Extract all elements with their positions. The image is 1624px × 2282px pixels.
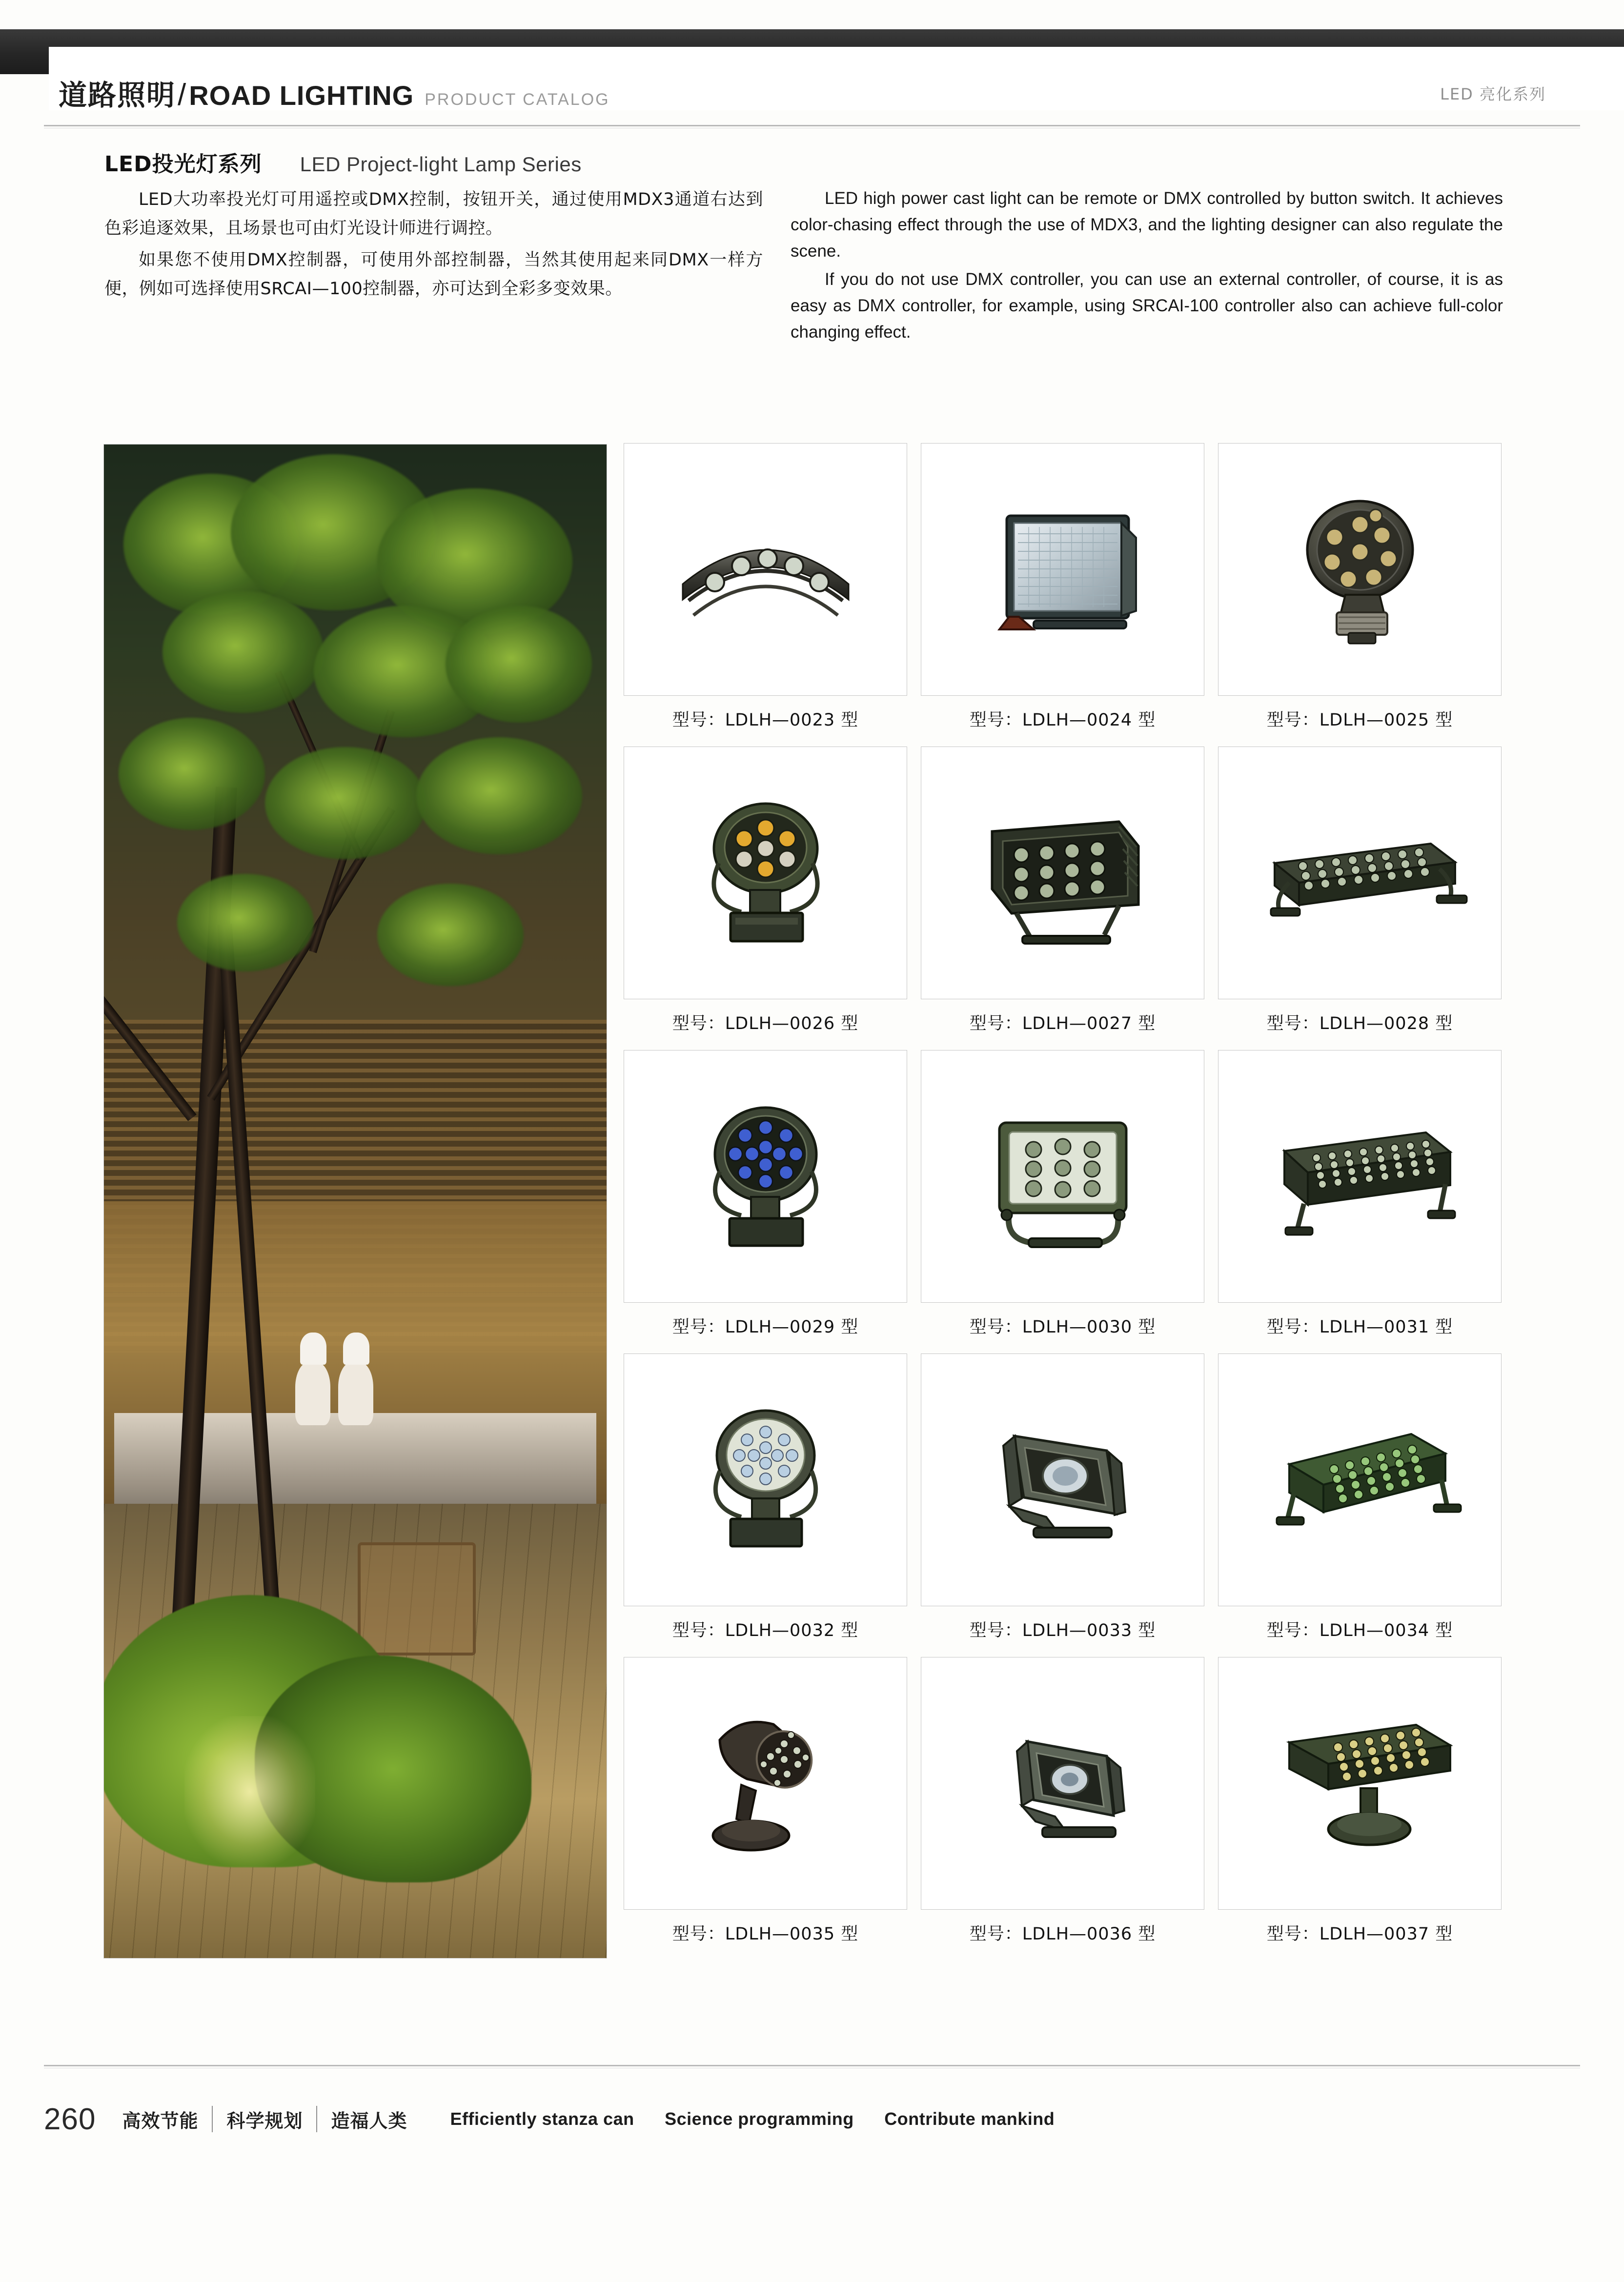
header-divider: [44, 125, 1580, 126]
product-cell-ldlh-0026[interactable]: [624, 747, 907, 1047]
product-caption: 型号：LDLH—0028 型: [1266, 1014, 1453, 1033]
header-series-label: LED 亮化系列: [1440, 85, 1546, 103]
product-caption: 型号：LDLH—0027 型: [969, 1014, 1156, 1033]
section-title: [104, 146, 582, 178]
header-title-cn: 道路照明: [59, 79, 176, 112]
tree-foliage-4: [162, 591, 324, 713]
product-image-frame: [1218, 747, 1502, 999]
header-subtitle: PRODUCT CATALOG: [425, 90, 610, 109]
footer-slogan-en-1: Efficiently stanza can: [450, 2109, 634, 2129]
round-9led-lamp-icon: [1262, 486, 1458, 652]
product-caption: 型号：LDLH—0036 型: [969, 1924, 1156, 1944]
product-cell-ldlh-0037[interactable]: [1218, 1657, 1502, 1958]
chef-hat-1: [300, 1333, 326, 1365]
product-row: [624, 443, 1502, 744]
product-cell-ldlh-0024[interactable]: [921, 443, 1204, 744]
product-image-frame: [1218, 1050, 1502, 1303]
footer-slogan-cn-1: 高效节能: [122, 2110, 199, 2132]
tree-foliage-11: [377, 884, 524, 986]
product-row: [624, 747, 1502, 1047]
product-image-frame: [624, 1657, 907, 1910]
product-image-frame: [624, 1353, 907, 1606]
round-amber-base-lamp-icon: [668, 790, 863, 956]
product-grid: [624, 443, 1502, 1960]
rect-9led-handle-lamp-icon: [960, 1096, 1165, 1257]
product-cell-ldlh-0029[interactable]: [624, 1050, 907, 1351]
product-cell-ldlh-0035[interactable]: [624, 1657, 907, 1958]
product-image-frame: [921, 1657, 1204, 1910]
footer-slogan-en-2: Science programming: [665, 2109, 854, 2129]
footer-slogan-en: [450, 2109, 1080, 2129]
array-on-stand-lamp-icon: [1255, 1700, 1465, 1866]
product-caption: 型号：LDLH—0025 型: [1266, 710, 1453, 730]
footer-slogan-cn-2: 科学规划: [226, 2110, 303, 2132]
product-caption: 型号：LDLH—0031 型: [1266, 1317, 1453, 1337]
product-image-frame: [1218, 1353, 1502, 1606]
cob-flood-angled-lamp-icon: [960, 1402, 1165, 1558]
header-title-en: ROAD LIGHTING: [189, 80, 414, 111]
product-cell-ldlh-0025[interactable]: [1218, 443, 1502, 744]
chef-figure-1: [295, 1362, 330, 1425]
product-cell-ldlh-0030[interactable]: [921, 1050, 1204, 1351]
chef-hat-2: [343, 1333, 369, 1365]
body-en-p1: LED high power cast light can be remote or DMX controlled by button switch. It achieves color-chasing effect through the use of MDX3, and the lighting designer can also regulate the scene.: [791, 189, 1503, 261]
page-number: 260: [44, 2102, 96, 2136]
patio-chair: [358, 1542, 476, 1656]
product-caption: 型号：LDLH—0029 型: [672, 1317, 859, 1337]
product-cell-ldlh-0032[interactable]: [624, 1353, 907, 1654]
product-image-frame: [921, 747, 1204, 999]
scene-photo: [103, 444, 607, 1959]
round-blue-led-lamp-icon: [668, 1093, 863, 1259]
product-image-frame: [624, 443, 907, 696]
product-caption: 型号：LDLH—0034 型: [1266, 1621, 1453, 1640]
page-header: [0, 29, 1624, 112]
product-caption: 型号：LDLH—0037 型: [1266, 1924, 1453, 1944]
tree-foliage-8: [265, 747, 426, 859]
product-row: [624, 1657, 1502, 1958]
tree-foliage-9: [416, 737, 582, 854]
product-cell-ldlh-0034[interactable]: [1218, 1353, 1502, 1654]
product-image-frame: [624, 1050, 907, 1303]
footer-slogan-cn-3: 造福人类: [331, 2110, 407, 2132]
linear-wallwasher-icon: [1245, 809, 1475, 936]
product-caption: 型号：LDLH—0026 型: [672, 1014, 859, 1033]
tree-foliage-7: [119, 718, 265, 830]
round-white-led-lamp-icon: [668, 1397, 863, 1563]
product-cell-ldlh-0036[interactable]: [921, 1657, 1204, 1958]
scene-uplight-glow: [184, 1716, 315, 1867]
product-caption: 型号：LDLH—0033 型: [969, 1621, 1156, 1640]
header-title-group: [59, 72, 610, 113]
section-title-cn: LED投光灯系列: [104, 152, 262, 177]
product-image-frame: [1218, 1657, 1502, 1910]
product-image-frame: [624, 747, 907, 999]
section-title-en: LED Project-light Lamp Series: [300, 153, 582, 176]
product-image-frame: [921, 443, 1204, 696]
body-en-p2: If you do not use DMX controller, you can use an external controller, of course, it is as easy as DMX controller, for example, using SRCAI-100 controller also can achieve full-color changing effect.: [791, 270, 1503, 342]
tree-foliage-6: [446, 606, 592, 723]
product-image-frame: [1218, 443, 1502, 696]
product-cell-ldlh-0033[interactable]: [921, 1353, 1204, 1654]
product-caption: 型号：LDLH—0023 型: [672, 710, 859, 730]
product-cell-ldlh-0023[interactable]: [624, 443, 907, 744]
body-text-en: [791, 185, 1503, 347]
tree-foliage-10: [177, 874, 314, 971]
product-caption: 型号：LDLH—0035 型: [672, 1924, 859, 1944]
product-image-frame: [921, 1050, 1204, 1303]
header-slash: /: [178, 78, 186, 112]
cob-flood-small-lamp-icon: [965, 1705, 1160, 1861]
product-cell-ldlh-0027[interactable]: [921, 747, 1204, 1047]
rect-12led-lamp-icon: [958, 792, 1168, 953]
green-array-36-lamp-icon: [1250, 1407, 1470, 1553]
product-row: [624, 1050, 1502, 1351]
panel-flood-lamp-icon: [960, 489, 1165, 650]
product-caption: 型号：LDLH—0024 型: [969, 710, 1156, 730]
page-footer: [44, 2098, 1080, 2140]
footer-divider: [44, 2065, 1580, 2066]
product-caption: 型号：LDLH—0030 型: [969, 1317, 1156, 1337]
spike-spot-lamp-icon: [678, 1693, 853, 1874]
arc-bar-lamp-icon: [663, 496, 868, 643]
product-row: [624, 1353, 1502, 1654]
product-image-frame: [921, 1353, 1204, 1606]
rect-array-36-lamp-icon: [1250, 1103, 1470, 1250]
chef-figure-2: [338, 1362, 373, 1425]
product-cell-ldlh-0031[interactable]: [1218, 1050, 1502, 1351]
body-text-cn: [104, 185, 763, 306]
body-cn-p2: 如果您不使用DMX控制器，可使用外部控制器，当然其使用起来同DMX一样方便，例如可选择使用SRCAI—100控制器，亦可达到全彩多变效果。: [104, 250, 763, 299]
footer-slogan-en-3: Contribute mankind: [884, 2109, 1055, 2129]
body-cn-p1: LED大功率投光灯可用遥控或DMX控制，按钮开关，通过使用MDX3通道右达到色彩追逐效果，且场景也可由灯光设计师进行调控。: [104, 190, 763, 238]
product-cell-ldlh-0028[interactable]: [1218, 747, 1502, 1047]
product-caption: 型号：LDLH—0032 型: [672, 1621, 859, 1640]
